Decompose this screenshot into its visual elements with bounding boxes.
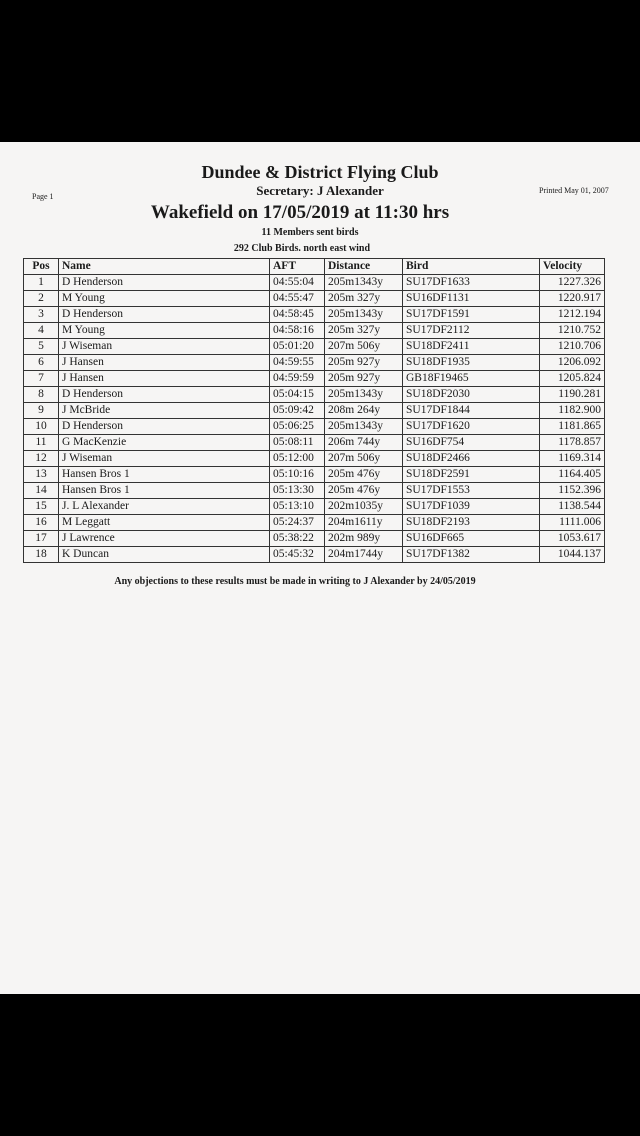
cell-distance: 206m 744y	[325, 435, 403, 451]
cell-pos: 12	[24, 451, 59, 467]
cell-bird: GB18F19465	[403, 371, 540, 387]
cell-aft: 04:59:55	[270, 355, 325, 371]
cell-aft: 05:01:20	[270, 339, 325, 355]
cell-name: D Henderson	[59, 419, 270, 435]
cell-pos: 3	[24, 307, 59, 323]
table-row	[24, 291, 605, 307]
cell-pos: 2	[24, 291, 59, 307]
table-header-row	[24, 259, 605, 275]
cell-name: J Hansen	[59, 355, 270, 371]
table-row	[24, 403, 605, 419]
cell-name: M Leggatt	[59, 515, 270, 531]
cell-distance: 205m 927y	[325, 355, 403, 371]
cell-velocity: 1164.405	[540, 467, 605, 483]
results-body	[24, 275, 605, 563]
cell-aft: 05:13:30	[270, 483, 325, 499]
cell-aft: 05:09:42	[270, 403, 325, 419]
column-header-pos: Pos	[24, 259, 59, 275]
cell-velocity: 1205.824	[540, 371, 605, 387]
cell-velocity: 1206.092	[540, 355, 605, 371]
cell-velocity: 1182.900	[540, 403, 605, 419]
cell-name: D Henderson	[59, 307, 270, 323]
cell-velocity: 1181.865	[540, 419, 605, 435]
secretary-line: Secretary: J Alexander	[256, 183, 384, 198]
table-row	[24, 515, 605, 531]
cell-velocity: 1210.706	[540, 339, 605, 355]
cell-distance: 205m 327y	[325, 291, 403, 307]
table-row	[24, 323, 605, 339]
cell-pos: 7	[24, 371, 59, 387]
printed-date: Printed May 01, 2007	[539, 186, 609, 195]
cell-bird: SU18DF2030	[403, 387, 540, 403]
cell-bird: SU17DF1591	[403, 307, 540, 323]
column-header-velocity: Velocity	[540, 259, 605, 275]
cell-velocity: 1044.137	[540, 547, 605, 563]
cell-bird: SU17DF2112	[403, 323, 540, 339]
cell-aft: 04:58:45	[270, 307, 325, 323]
table-row	[24, 419, 605, 435]
cell-bird: SU18DF2411	[403, 339, 540, 355]
cell-distance: 205m1343y	[325, 419, 403, 435]
cell-name: J. L Alexander	[59, 499, 270, 515]
cell-pos: 17	[24, 531, 59, 547]
cell-aft: 05:13:10	[270, 499, 325, 515]
cell-bird: SU17DF1633	[403, 275, 540, 291]
cell-velocity: 1111.006	[540, 515, 605, 531]
cell-distance: 207m 506y	[325, 451, 403, 467]
cell-velocity: 1169.314	[540, 451, 605, 467]
cell-velocity: 1053.617	[540, 531, 605, 547]
cell-distance: 202m1035y	[325, 499, 403, 515]
cell-bird: SU17DF1620	[403, 419, 540, 435]
members-sent-line: 11 Members sent birds	[261, 227, 359, 238]
cell-velocity: 1210.752	[540, 323, 605, 339]
cell-aft: 04:55:04	[270, 275, 325, 291]
cell-pos: 1	[24, 275, 59, 291]
cell-bird: SU16DF1131	[403, 291, 540, 307]
cell-bird: SU18DF2466	[403, 451, 540, 467]
cell-pos: 18	[24, 547, 59, 563]
cell-velocity: 1152.396	[540, 483, 605, 499]
cell-bird: SU17DF1553	[403, 483, 540, 499]
table-row	[24, 467, 605, 483]
club-title: Dundee & District Flying Club	[201, 162, 439, 182]
cell-distance: 205m 327y	[325, 323, 403, 339]
cell-distance: 202m 989y	[325, 531, 403, 547]
table-row	[24, 387, 605, 403]
table-row	[24, 483, 605, 499]
cell-distance: 205m 927y	[325, 371, 403, 387]
cell-pos: 10	[24, 419, 59, 435]
cell-name: K Duncan	[59, 547, 270, 563]
cell-distance: 207m 506y	[325, 339, 403, 355]
cell-distance: 204m1744y	[325, 547, 403, 563]
cell-aft: 05:04:15	[270, 387, 325, 403]
results-table	[23, 258, 605, 563]
cell-distance: 205m1343y	[325, 307, 403, 323]
table-row	[24, 339, 605, 355]
cell-distance: 205m 476y	[325, 483, 403, 499]
race-title: Wakefield on 17/05/2019 at 11:30 hrs	[150, 202, 450, 223]
cell-pos: 4	[24, 323, 59, 339]
results-sheet	[0, 142, 640, 994]
cell-name: M Young	[59, 291, 270, 307]
cell-aft: 04:55:47	[270, 291, 325, 307]
table-row	[24, 371, 605, 387]
cell-velocity: 1220.917	[540, 291, 605, 307]
table-row	[24, 499, 605, 515]
cell-pos: 6	[24, 355, 59, 371]
cell-pos: 9	[24, 403, 59, 419]
cell-velocity: 1212.194	[540, 307, 605, 323]
cell-distance: 205m 476y	[325, 467, 403, 483]
cell-bird: SU17DF1039	[403, 499, 540, 515]
cell-bird: SU17DF1844	[403, 403, 540, 419]
page-number: Page 1	[32, 192, 54, 201]
cell-bird: SU18DF2193	[403, 515, 540, 531]
cell-name: Hansen Bros 1	[59, 467, 270, 483]
cell-pos: 13	[24, 467, 59, 483]
cell-name: D Henderson	[59, 387, 270, 403]
cell-pos: 16	[24, 515, 59, 531]
cell-aft: 05:38:22	[270, 531, 325, 547]
cell-distance: 205m1343y	[325, 275, 403, 291]
birds-wind-line: 292 Club Birds. north east wind	[233, 243, 371, 254]
column-header-distance: Distance	[325, 259, 403, 275]
cell-name: M Young	[59, 323, 270, 339]
cell-bird: SU16DF754	[403, 435, 540, 451]
table-row	[24, 531, 605, 547]
cell-bird: SU18DF2591	[403, 467, 540, 483]
cell-distance: 208m 264y	[325, 403, 403, 419]
cell-name: J Wiseman	[59, 451, 270, 467]
column-header-bird: Bird	[403, 259, 540, 275]
cell-velocity: 1138.544	[540, 499, 605, 515]
cell-pos: 11	[24, 435, 59, 451]
objections-note: Any objections to these results must be made in writing to J Alexander by 24/05/2019	[114, 576, 476, 587]
cell-pos: 14	[24, 483, 59, 499]
table-row	[24, 435, 605, 451]
table-row	[24, 275, 605, 291]
table-row	[24, 355, 605, 371]
cell-bird: SU18DF1935	[403, 355, 540, 371]
cell-aft: 05:12:00	[270, 451, 325, 467]
table-row	[24, 451, 605, 467]
cell-pos: 5	[24, 339, 59, 355]
cell-aft: 05:06:25	[270, 419, 325, 435]
cell-aft: 04:59:59	[270, 371, 325, 387]
cell-velocity: 1178.857	[540, 435, 605, 451]
cell-name: J Hansen	[59, 371, 270, 387]
cell-aft: 05:24:37	[270, 515, 325, 531]
cell-distance: 205m1343y	[325, 387, 403, 403]
cell-velocity: 1227.326	[540, 275, 605, 291]
cell-name: J Lawrence	[59, 531, 270, 547]
cell-bird: SU16DF665	[403, 531, 540, 547]
cell-name: G MacKenzie	[59, 435, 270, 451]
table-row	[24, 547, 605, 563]
cell-name: J McBride	[59, 403, 270, 419]
cell-name: Hansen Bros 1	[59, 483, 270, 499]
cell-aft: 05:10:16	[270, 467, 325, 483]
cell-distance: 204m1611y	[325, 515, 403, 531]
cell-pos: 8	[24, 387, 59, 403]
column-header-aft: AFT	[270, 259, 325, 275]
cell-velocity: 1190.281	[540, 387, 605, 403]
cell-name: J Wiseman	[59, 339, 270, 355]
cell-bird: SU17DF1382	[403, 547, 540, 563]
cell-aft: 05:08:11	[270, 435, 325, 451]
cell-aft: 05:45:32	[270, 547, 325, 563]
cell-pos: 15	[24, 499, 59, 515]
table-row	[24, 307, 605, 323]
cell-aft: 04:58:16	[270, 323, 325, 339]
column-header-name: Name	[59, 259, 270, 275]
cell-name: D Henderson	[59, 275, 270, 291]
